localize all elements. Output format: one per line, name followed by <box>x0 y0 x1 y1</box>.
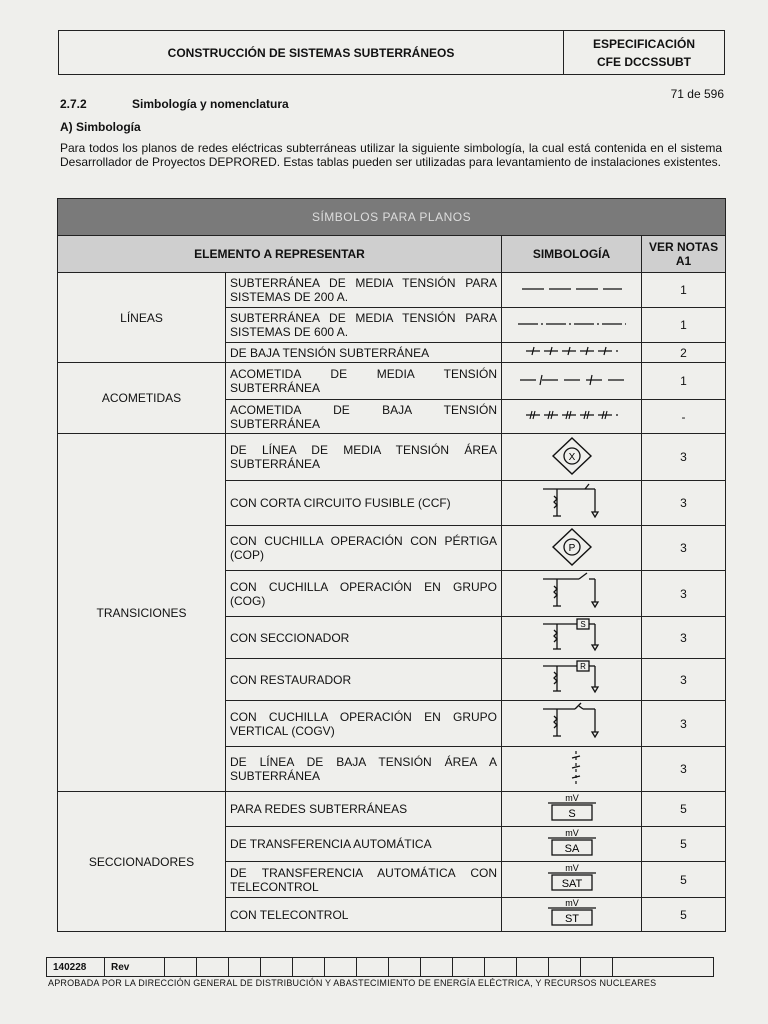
row-desc: DE TRANSFERENCIA AUTOMÁTICA CON TELECONTROL <box>226 862 502 898</box>
diamond-x-label: X <box>568 451 575 463</box>
row-desc: CON CORTA CIRCUITO FUSIBLE (CCF) <box>226 481 502 526</box>
footer-cell <box>293 958 325 976</box>
row-desc: DE LÍNEA DE MEDIA TENSIÓN ÁREA SUBTERRÁNEA <box>226 434 502 481</box>
sectionalizer-transition-icon <box>502 617 642 659</box>
row-note: 5 <box>642 792 726 827</box>
row-note: 1 <box>642 273 726 308</box>
box-sat-glyph: SAT <box>561 878 582 890</box>
sectionalizer-label: S <box>579 620 586 629</box>
row-desc: CON CUCHILLA OPERACIÓN CON PÉRTIGA (COP) <box>226 526 502 571</box>
row-desc: CON SECCIONADOR <box>226 617 502 659</box>
specification-box <box>564 31 724 74</box>
recloser-label: R <box>579 662 586 671</box>
row-note: 3 <box>642 617 726 659</box>
diamond-p-icon <box>502 526 642 571</box>
box-sa-icon <box>502 827 642 862</box>
diamond-p-label: P <box>568 542 575 554</box>
intro-paragraph: Para todos los planos de redes eléctricas subterráneas utilizar la siguiente simbología, la cual está contenida en el sistema Desarrollador de Proyectos DEPRORED. Estas tablas pueden ser utilizadas para levantamiento de instalaciones existentes. <box>60 141 722 169</box>
box-sat-icon <box>502 862 642 898</box>
footer-cell <box>581 958 613 976</box>
spec-label: ESPECIFICACIÓN <box>592 36 695 51</box>
approval-note: APROBADA POR LA DIRECCIÓN GENERAL DE DISTRIBUCIÓN Y ABASTECIMIENTO DE ENERGÍA ELÉCTRICA, Y RECURSOS NUCLEARES <box>48 978 657 988</box>
row-desc: CON CUCHILLA OPERACIÓN EN GRUPO (COG) <box>226 571 502 617</box>
footer-cell <box>421 958 453 976</box>
col-header-element: ELEMENTO A REPRESENTAR <box>58 236 502 273</box>
document-header <box>58 30 725 75</box>
group-lineas: LÍNEAS <box>58 273 226 363</box>
row-desc: ACOMETIDA DE MEDIA TENSIÓN SUBTERRÁNEA <box>226 363 502 400</box>
footer-box <box>46 957 714 977</box>
box-sa-glyph: SA <box>564 842 579 855</box>
row-note: 5 <box>642 827 726 862</box>
box-s-glyph: S <box>567 807 576 820</box>
footer-cell <box>261 958 293 976</box>
row-desc: DE LÍNEA DE BAJA TENSIÓN ÁREA A SUBTERRÁNEA <box>226 747 502 792</box>
box-st-glyph: ST <box>564 913 579 925</box>
row-desc: CON RESTAURADOR <box>226 659 502 701</box>
footer-rev: Rev <box>105 958 165 976</box>
row-note: 5 <box>642 862 726 898</box>
footer-code: 140228 <box>47 958 105 976</box>
spec-code: CFE DCCSSUBT <box>596 54 691 69</box>
bt-line-icon <box>502 343 642 363</box>
row-desc: CON CUCHILLA OPERACIÓN EN GRUPO VERTICAL (COGV) <box>226 701 502 747</box>
box-s-icon <box>502 792 642 827</box>
section-number: 2.7.2 <box>60 97 87 111</box>
row-note: 3 <box>642 481 726 526</box>
footer-cell <box>549 958 581 976</box>
footer-cell <box>357 958 389 976</box>
row-note: 1 <box>642 363 726 400</box>
col-header-notes: VER NOTAS A1 <box>642 236 726 273</box>
footer-cell <box>325 958 357 976</box>
acometida-bt-icon <box>502 400 642 434</box>
group-seccionadores: SECCIONADORES <box>58 792 226 932</box>
row-desc: DE TRANSFERENCIA AUTOMÁTICA <box>226 827 502 862</box>
fuse-transition-icon <box>502 481 642 526</box>
footer-cell <box>389 958 421 976</box>
row-desc: DE BAJA TENSIÓN SUBTERRÁNEA <box>226 343 502 363</box>
vertical-group-switch-icon <box>502 701 642 747</box>
mt-600-line-icon <box>502 308 642 343</box>
row-note: - <box>642 400 726 434</box>
page-number: 71 de 596 <box>670 87 724 101</box>
row-note: 3 <box>642 526 726 571</box>
row-note: 3 <box>642 571 726 617</box>
row-desc: SUBTERRÁNEA DE MEDIA TENSIÓN PARA SISTEMAS DE 600 A. <box>226 308 502 343</box>
row-note: 3 <box>642 747 726 792</box>
box-st-icon <box>502 898 642 932</box>
table-title: SÍMBOLOS PARA PLANOS <box>58 199 726 236</box>
footer-cell <box>517 958 549 976</box>
mt-200-line-icon <box>502 273 642 308</box>
section-title: Simbología y nomenclatura <box>132 97 289 111</box>
bt-transition-icon <box>502 747 642 792</box>
footer-cell <box>229 958 261 976</box>
row-note: 5 <box>642 898 726 932</box>
row-note: 3 <box>642 434 726 481</box>
footer-cell <box>485 958 517 976</box>
box-sat-label: mV <box>564 863 579 873</box>
footer-cell <box>197 958 229 976</box>
row-desc: SUBTERRÁNEA DE MEDIA TENSIÓN PARA SISTEMAS DE 200 A. <box>226 273 502 308</box>
footer-cell <box>165 958 197 976</box>
footer-cell <box>613 958 713 976</box>
symbols-table <box>57 198 726 932</box>
group-switch-icon <box>502 571 642 617</box>
box-st-label: mV <box>564 898 579 908</box>
footer-cell <box>453 958 485 976</box>
row-note: 1 <box>642 308 726 343</box>
section-heading <box>60 97 289 111</box>
recloser-transition-icon <box>502 659 642 701</box>
row-note: 2 <box>642 343 726 363</box>
acometida-mt-icon <box>502 363 642 400</box>
box-s-label: mV <box>564 792 579 803</box>
subsection-heading: A) Simbología <box>60 120 141 134</box>
col-header-symbol: SIMBOLOGÍA <box>502 236 642 273</box>
row-note: 3 <box>642 701 726 747</box>
row-desc: PARA REDES SUBTERRÁNEAS <box>226 792 502 827</box>
document-title: CONSTRUCCIÓN DE SISTEMAS SUBTERRÁNEOS <box>59 31 564 74</box>
box-sa-label: mV <box>564 827 579 838</box>
row-desc: ACOMETIDA DE BAJA TENSIÓN SUBTERRÁNEA <box>226 400 502 434</box>
group-transiciones: TRANSICIONES <box>58 434 226 792</box>
row-desc: CON TELECONTROL <box>226 898 502 932</box>
group-acometidas: ACOMETIDAS <box>58 363 226 434</box>
row-note: 3 <box>642 659 726 701</box>
diamond-x-icon <box>502 434 642 481</box>
